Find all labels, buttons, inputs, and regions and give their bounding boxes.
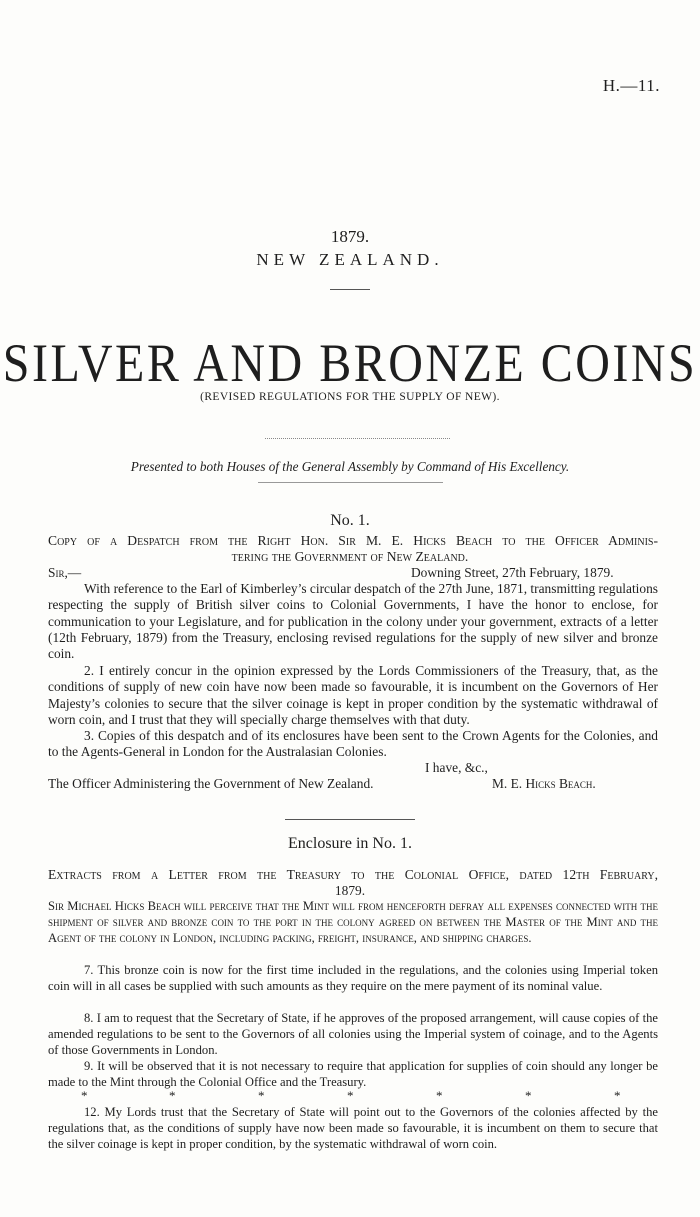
star: * <box>436 1088 443 1103</box>
enclosure-para1 <box>48 899 658 947</box>
star: * <box>258 1088 265 1103</box>
no1-para3: 3. Copies of this despatch and of its enclosures have been sent to the Crown Agents for the Colonies, and to the Agents-General in London for the Australasian Colonies. <box>48 728 658 760</box>
rule-section <box>285 819 415 820</box>
country: NEW ZEALAND. <box>256 250 444 269</box>
star: * <box>525 1088 532 1103</box>
closing: I have, &c., <box>425 760 488 775</box>
rule-under-presented <box>258 482 443 483</box>
salutation: Sir,— <box>48 565 82 580</box>
no1-para2: 2. I entirely concur in the opinion expressed by the Lords Commissioners of the Treasury, that, as the conditions of supply of new coin have now been made so favourable, it is incumbent on the Governors of Her Majesty’s colonies to secure that the silver coinage is kept in proper condition by the systematic withdrawal of worn coin, and I trust that they will specially charge themselves with that duty. <box>48 663 658 727</box>
star: * <box>347 1088 354 1103</box>
place-date: Downing Street, 27th February, 1879. <box>411 565 614 580</box>
star: * <box>614 1088 621 1103</box>
enclosure-caption-line2: 1879. <box>334 883 366 898</box>
enclosure-para8: 8. I am to request that the Secretary of State, if he approves of the proposed arrangement, will cause copies of the amended regulations to be sent to the Governors of all colonies using the Imperial system of coinage, and to the Agents of those Governments in London. <box>48 1011 658 1057</box>
document-title: SILVER AND BRONZE COINS <box>2 334 698 394</box>
enclosure-para12: 12. My Lords trust that the Secretary of State will point out to the Governors of the colonies affected by the regulations that, as the conditions of supply have now been made so favourable, it is incumbent on them to secure that the silver coinage is kept in proper condition, by the systematic withdrawal of worn coin. <box>48 1105 658 1151</box>
star: * <box>81 1088 88 1103</box>
signature: M. E. Hicks Beach. <box>492 776 596 791</box>
paper-reference: H.—11. <box>602 76 660 95</box>
rule-short <box>330 289 370 290</box>
document-subtitle: (REVISED REGULATIONS FOR THE SUPPLY OF NEW). <box>200 391 500 403</box>
addressee: The Officer Administering the Government of New Zealand. <box>48 776 374 791</box>
enclosure-heading: Enclosure in No. 1. <box>288 835 412 852</box>
enclosure-caption-line1: Extracts from a Letter from the Treasury to the Colonial Office, dated 12th February, <box>48 867 658 882</box>
enclosure-para7: 7. This bronze coin is now for the first time included in the regulations, and the colonies using Imperial token coin will in all cases be supplied with such amounts as they require on the mere payment of its nominal value. <box>48 963 658 993</box>
no1-para1: With reference to the Earl of Kimberley’s circular despatch of the 27th June, 1871, transmitting regulations respecting the supply of British silver coins to Colonial Governments, I have the honor to enclose, for communication to your Legislature, and for publication in the colony under your government, extracts of a letter (12th February, 1879) from the Treasury, enclosing revised regulations for the supply of new silver and bronze coin. <box>48 581 658 662</box>
presented-line: Presented to both Houses of the General Assembly by Command of His Excellency. <box>130 459 570 474</box>
enclosure-para1-text: Sir Michael Hicks Beach will perceive that the Mint will from henceforth defray all expenses connected with the shipment of silver and bronze coin to the port in the colony agreed on between the Master of the Mint and the Agent of the colony in London, including packing, freight, insurance, and shipping charges. <box>48 899 658 945</box>
no1-caption-line2: tering the Government of New Zealand. <box>231 549 469 564</box>
omission-stars <box>48 1088 678 1102</box>
enclosure-para9: 9. It will be observed that it is not necessary to require that application for supplies of coin should any longer be made to the Mint through the Colonial Office and the Treasury. <box>48 1059 658 1089</box>
star: * <box>169 1088 176 1103</box>
no1-caption-line1: Copy of a Despatch from the Right Hon. Sir M. E. Hicks Beach to the Officer Adminis- <box>48 533 658 548</box>
no1-heading: No. 1. <box>330 512 370 529</box>
rule-dotted <box>265 438 450 439</box>
year: 1879. <box>330 227 370 246</box>
